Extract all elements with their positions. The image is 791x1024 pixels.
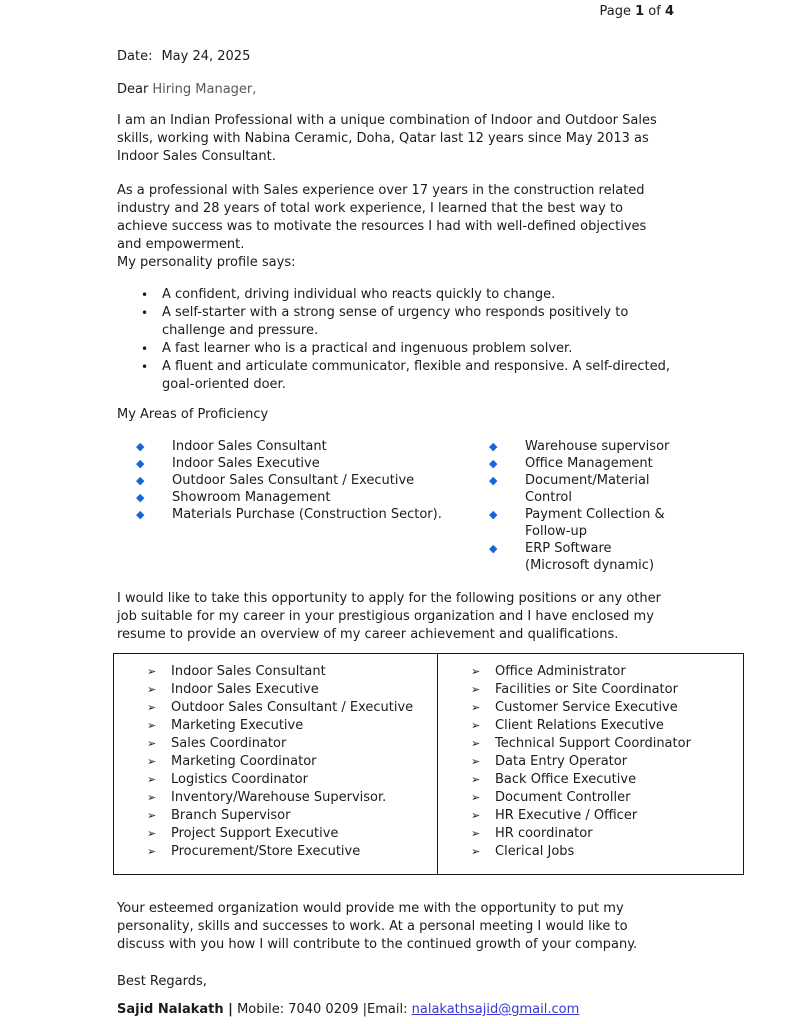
proficiency-item: [470, 472, 674, 506]
proficiency-text: ERP Software (Microsoft dynamic): [525, 541, 655, 573]
date-line: [117, 48, 674, 66]
position-text: Inventory/Warehouse Supervisor.: [171, 790, 387, 805]
proficiency-item: [470, 438, 674, 455]
personality-bullet-item: [117, 340, 674, 358]
position-item: [438, 717, 739, 735]
total-pages: 4: [664, 4, 674, 19]
bullet-text: A fast learner who is a practical and ingenuous problem solver.: [162, 341, 573, 356]
bullet-text: A self-starter with a strong sense of urgency who responds positively to challenge and pressure.: [162, 305, 629, 338]
arrow-bullet-icon: ➢: [471, 719, 481, 732]
diamond-bullet-icon: ◆: [489, 508, 498, 521]
of-word: of: [648, 4, 661, 19]
proficiency-heading: My Areas of Proficiency: [117, 407, 269, 422]
proficiency-item: [117, 506, 470, 523]
position-item: [114, 717, 433, 735]
arrow-bullet-icon: ➢: [471, 845, 481, 858]
position-text: Technical Support Coordinator: [495, 736, 691, 751]
bullet-text: A fluent and articulate communicator, flexible and responsive. A self-directed, goal-oriented doer.: [162, 359, 670, 392]
position-text: Branch Supervisor: [171, 808, 291, 823]
position-text: Procurement/Store Executive: [171, 844, 361, 859]
diamond-bullet-icon: ◆: [489, 542, 498, 555]
proficiency-list-left: [117, 438, 470, 574]
position-item: [438, 843, 739, 861]
signature-line: [117, 1001, 674, 1019]
arrow-bullet-icon: ➢: [147, 809, 157, 822]
position-text: HR Executive / Officer: [495, 808, 638, 823]
dot-bullet-icon: •: [141, 306, 149, 320]
position-text: Project Support Executive: [171, 826, 339, 841]
proficiency-text: Indoor Sales Consultant: [172, 439, 327, 454]
position-item: [114, 843, 433, 861]
page-number: 1: [635, 4, 645, 19]
arrow-bullet-icon: ➢: [471, 827, 481, 840]
proficiency-item: [470, 506, 674, 540]
proficiency-text: Indoor Sales Executive: [172, 456, 320, 471]
position-text: Customer Service Executive: [495, 700, 678, 715]
position-item: [438, 735, 739, 753]
proficiency-item: [470, 455, 674, 472]
position-text: Indoor Sales Consultant: [171, 664, 326, 679]
signature-contact: Mobile: 7040 0209 |Email:: [237, 1002, 408, 1017]
diamond-bullet-icon: ◆: [489, 440, 498, 453]
dot-bullet-icon: •: [141, 288, 149, 302]
position-item: [114, 753, 433, 771]
proficiency-list-right: [470, 438, 674, 574]
position-item: [114, 789, 433, 807]
position-item: [114, 807, 433, 825]
position-text: Back Office Executive: [495, 772, 637, 787]
proficiency-item: [470, 540, 674, 574]
position-item: [114, 663, 433, 681]
arrow-bullet-icon: ➢: [147, 773, 157, 786]
position-item: [114, 735, 433, 753]
proficiency-item: [117, 489, 470, 506]
arrow-bullet-icon: ➢: [471, 665, 481, 678]
position-item: [438, 681, 739, 699]
signature-name: Sajid Nalakath |: [117, 1002, 233, 1017]
arrow-bullet-icon: ➢: [147, 791, 157, 804]
diamond-bullet-icon: ◆: [136, 491, 145, 504]
position-text: Outdoor Sales Consultant / Executive: [171, 700, 414, 715]
arrow-bullet-icon: ➢: [147, 845, 157, 858]
position-text: Sales Coordinator: [171, 736, 287, 751]
personality-bullet-item: [117, 304, 674, 340]
positions-column-left: [114, 654, 438, 874]
position-text: Indoor Sales Executive: [171, 682, 319, 697]
arrow-bullet-icon: ➢: [147, 701, 157, 714]
diamond-bullet-icon: ◆: [136, 474, 145, 487]
arrow-bullet-icon: ➢: [471, 683, 481, 696]
proficiency-item: [117, 438, 470, 455]
proficiency-item: [117, 472, 470, 489]
closing-paragraph: Your esteemed organization would provide me with the opportunity to put my personality, skills and successes to work. At a personal meeting I would like to discuss with you how I will contribute to the continued growth of your company.: [117, 901, 638, 952]
proficiency-text: Outdoor Sales Consultant / Executive: [172, 473, 415, 488]
proficiency-item: [117, 455, 470, 472]
positions-column-right: [438, 654, 743, 874]
position-text: Marketing Executive: [171, 718, 304, 733]
position-text: Office Administrator: [495, 664, 626, 679]
personality-bullet-item: [117, 358, 674, 394]
proficiency-text: Warehouse supervisor: [525, 439, 670, 454]
arrow-bullet-icon: ➢: [471, 791, 481, 804]
position-item: [438, 699, 739, 717]
page-number-indicator: [117, 3, 674, 21]
dot-bullet-icon: •: [141, 342, 149, 356]
position-item: [114, 825, 433, 843]
arrow-bullet-icon: ➢: [147, 719, 157, 732]
regards-line: Best Regards,: [117, 974, 207, 989]
position-item: [438, 771, 739, 789]
email-link[interactable]: nalakathsajid@gmail.com: [411, 1002, 580, 1017]
position-text: Logistics Coordinator: [171, 772, 308, 787]
position-item: [438, 825, 739, 843]
diamond-bullet-icon: ◆: [489, 457, 498, 470]
bullet-text: A confident, driving individual who reacts quickly to change.: [162, 287, 556, 302]
diamond-bullet-icon: ◆: [489, 474, 498, 487]
personality-bullet-list: [117, 286, 674, 394]
intro-paragraph: I am an Indian Professional with a unique combination of Indoor and Outdoor Sales skills, working with Nabina Ceramic, Doha, Qatar last 12 years since May 2013 as Indoor Sales Consultant.: [117, 113, 657, 164]
arrow-bullet-icon: ➢: [471, 809, 481, 822]
diamond-bullet-icon: ◆: [136, 508, 145, 521]
position-text: Document Controller: [495, 790, 631, 805]
salutation: Dear: [117, 82, 149, 97]
arrow-bullet-icon: ➢: [147, 665, 157, 678]
proficiency-text: Document/Material Control: [525, 473, 650, 505]
date-label: Date:: [117, 49, 153, 64]
position-item: [438, 753, 739, 771]
personality-intro-line: My personality profile says:: [117, 255, 296, 270]
proficiency-text: Materials Purchase (Construction Sector).: [172, 507, 442, 522]
arrow-bullet-icon: ➢: [147, 827, 157, 840]
proficiency-text: Office Management: [525, 456, 653, 471]
position-text: Facilities or Site Coordinator: [495, 682, 678, 697]
dot-bullet-icon: •: [141, 360, 149, 374]
arrow-bullet-icon: ➢: [147, 755, 157, 768]
arrow-bullet-icon: ➢: [471, 773, 481, 786]
position-item: [114, 681, 433, 699]
positions-table: [113, 653, 744, 875]
greeting-line: [117, 81, 674, 99]
position-text: HR coordinator: [495, 826, 593, 841]
proficiency-text: Payment Collection & Follow-up: [525, 507, 665, 539]
page-word: Page: [599, 4, 631, 19]
proficiency-columns: [117, 438, 674, 574]
proficiency-text: Showroom Management: [172, 490, 331, 505]
arrow-bullet-icon: ➢: [147, 737, 157, 750]
date-value: May 24, 2025: [161, 49, 251, 64]
position-item: [438, 807, 739, 825]
diamond-bullet-icon: ◆: [136, 440, 145, 453]
arrow-bullet-icon: ➢: [471, 701, 481, 714]
apply-paragraph: I would like to take this opportunity to apply for the following positions or any other job suitable for my career in your prestigious organization and I have enclosed my resume to provide an overview of my career achievement and qualifications.: [117, 591, 662, 642]
experience-paragraph: As a professional with Sales experience over 17 years in the construction related industry and 28 years of total work experience, I learned that the best way to achieve success was to motivate the resources I had with well-defined objectives and empowerment.: [117, 183, 647, 252]
position-item: [114, 699, 433, 717]
arrow-bullet-icon: ➢: [471, 737, 481, 750]
position-text: Clerical Jobs: [495, 844, 575, 859]
arrow-bullet-icon: ➢: [147, 683, 157, 696]
recipient-name: Hiring Manager,: [152, 82, 257, 97]
position-item: [114, 771, 433, 789]
position-item: [438, 789, 739, 807]
arrow-bullet-icon: ➢: [471, 755, 481, 768]
personality-bullet-item: [117, 286, 674, 304]
position-text: Client Relations Executive: [495, 718, 664, 733]
diamond-bullet-icon: ◆: [136, 457, 145, 470]
position-item: [438, 663, 739, 681]
position-text: Data Entry Operator: [495, 754, 628, 769]
position-text: Marketing Coordinator: [171, 754, 317, 769]
